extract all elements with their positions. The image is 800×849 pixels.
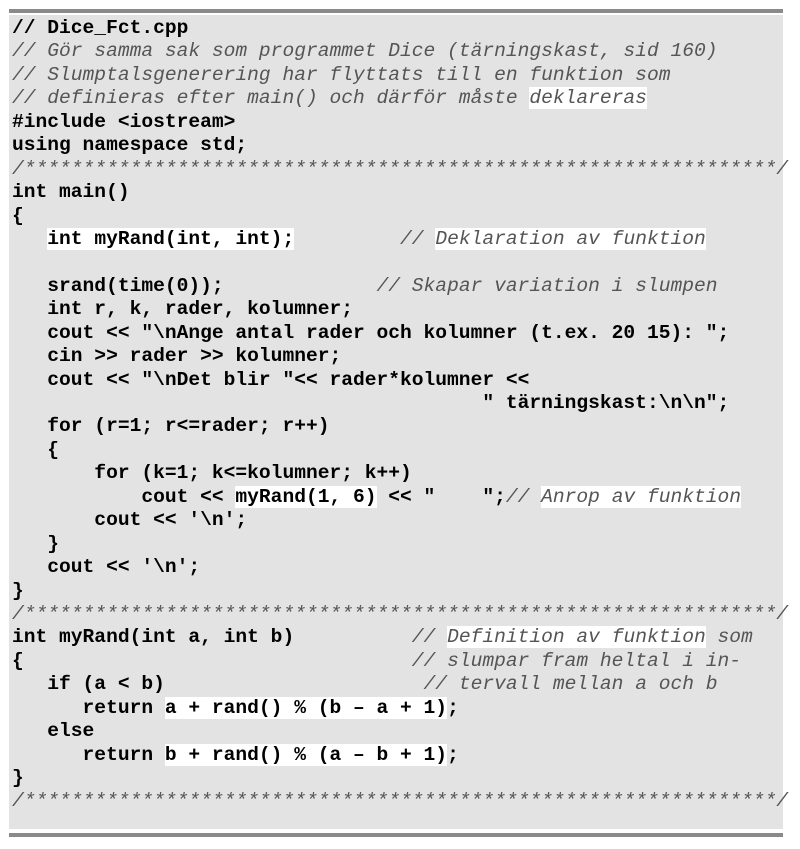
code-line (12, 134, 788, 157)
code-line (12, 322, 788, 345)
code-line (12, 767, 788, 790)
code-text: ; (447, 743, 459, 766)
code-line (12, 556, 788, 579)
code-text: ; (447, 696, 459, 719)
code-line (12, 181, 788, 204)
highlighted-code: deklareras (529, 87, 647, 110)
code-text (24, 650, 412, 672)
code-line (12, 697, 788, 720)
code-listing (12, 17, 788, 814)
code-text (294, 626, 412, 648)
top-rule (9, 9, 783, 13)
code-comment: // Gör samma sak som programmet Dice (tärningskast, sid 160) (12, 40, 718, 63)
code-text (224, 275, 377, 297)
code-comment: /****************************************************************/ (12, 602, 789, 625)
code-line (12, 205, 788, 228)
code-line (12, 111, 788, 134)
code-line (12, 40, 788, 63)
code-text: " tärningskast:\n\n"; (12, 392, 730, 414)
code-text: #include <iostream> (12, 110, 236, 133)
code-line (12, 369, 788, 392)
highlighted-code: Deklaration av funktion (435, 227, 706, 250)
code-comment: // Skapar variation i slumpen (376, 274, 718, 297)
code-text (165, 673, 424, 695)
code-line (12, 275, 788, 298)
code-comment: /****************************************************************/ (12, 790, 789, 813)
highlighted-code: myRand(1, 6) (235, 485, 377, 508)
highlighted-code: a + rand() % (b – a + 1) (164, 696, 448, 719)
code-line (12, 533, 788, 556)
code-text: // Dice_Fct.cpp (12, 17, 189, 39)
code-line (12, 486, 788, 509)
code-line (12, 415, 788, 438)
code-text: cout << "\nDet blir "<< rader*kolumner << (12, 368, 530, 391)
code-text: else (12, 720, 95, 743)
code-line (12, 17, 788, 40)
code-line (12, 64, 788, 87)
code-comment: /****************************************************************/ (12, 157, 789, 180)
code-line (12, 580, 788, 603)
code-comment: // (411, 626, 448, 649)
code-text: int main() (12, 181, 130, 204)
code-line (12, 439, 788, 462)
code-text: } (12, 532, 60, 555)
code-text: cout << (12, 485, 236, 508)
code-text: srand(time(0)); (12, 274, 224, 297)
code-line (12, 603, 788, 626)
code-line (12, 462, 788, 485)
highlighted-code: int myRand(int, int); (47, 227, 295, 250)
code-line (12, 87, 788, 110)
code-text: { (12, 438, 60, 461)
code-comment: // Slumptalsgenerering har flyttats till en funktion som (12, 63, 671, 86)
code-text: return (12, 696, 165, 719)
code-text (12, 251, 24, 273)
code-line (12, 345, 788, 368)
highlighted-code: Definition av funktion (447, 626, 706, 649)
code-line (12, 720, 788, 743)
code-text: { (12, 204, 24, 227)
code-line (12, 392, 788, 415)
code-line (12, 673, 788, 696)
code-line (12, 626, 788, 649)
code-text: cout << '\n'; (12, 556, 201, 579)
code-comment: // (400, 227, 436, 250)
highlighted-code: b + rand() % (a – b + 1) (164, 743, 448, 766)
code-comment: // slumpar fram heltal i in- (411, 649, 742, 672)
code-text: for (r=1; r<=rader; r++) (12, 415, 330, 438)
document-frame (9, 0, 789, 849)
code-line (12, 251, 788, 274)
code-line (12, 650, 788, 673)
code-text: cout << "\nAnge antal rader och kolumner (t.ex. 20 15): "; (12, 321, 730, 344)
code-text: int r, k, rader, kolumner; (12, 298, 353, 321)
code-comment: // definieras efter main() och därför måste (12, 87, 530, 110)
code-text (12, 228, 47, 250)
code-text: for (k=1; k<=kolumner; k++) (12, 462, 412, 485)
code-text: } (12, 767, 24, 789)
code-comment: // (505, 485, 542, 508)
code-text: cin >> rader >> kolumner; (12, 345, 342, 368)
code-text: if (a < b) (12, 673, 165, 696)
code-line (12, 158, 788, 181)
code-line (12, 298, 788, 321)
highlighted-code: Anrop av funktion (541, 485, 742, 508)
code-text: return (12, 743, 165, 766)
bottom-rule (9, 833, 783, 837)
code-text: cout << '\n'; (12, 509, 248, 532)
code-line (12, 509, 788, 532)
code-comment: // tervall mellan a och b (423, 673, 718, 696)
code-line (12, 228, 788, 251)
code-text: } (12, 579, 24, 602)
code-text: << " "; (376, 485, 506, 508)
code-text: using namespace std; (12, 134, 248, 157)
code-line (12, 790, 788, 813)
code-line (12, 744, 788, 767)
code-listing-box (9, 15, 789, 829)
code-text: int myRand(int a, int b) (12, 626, 295, 649)
code-comment: som (705, 626, 753, 649)
code-text (294, 228, 400, 250)
code-text: { (12, 649, 24, 672)
